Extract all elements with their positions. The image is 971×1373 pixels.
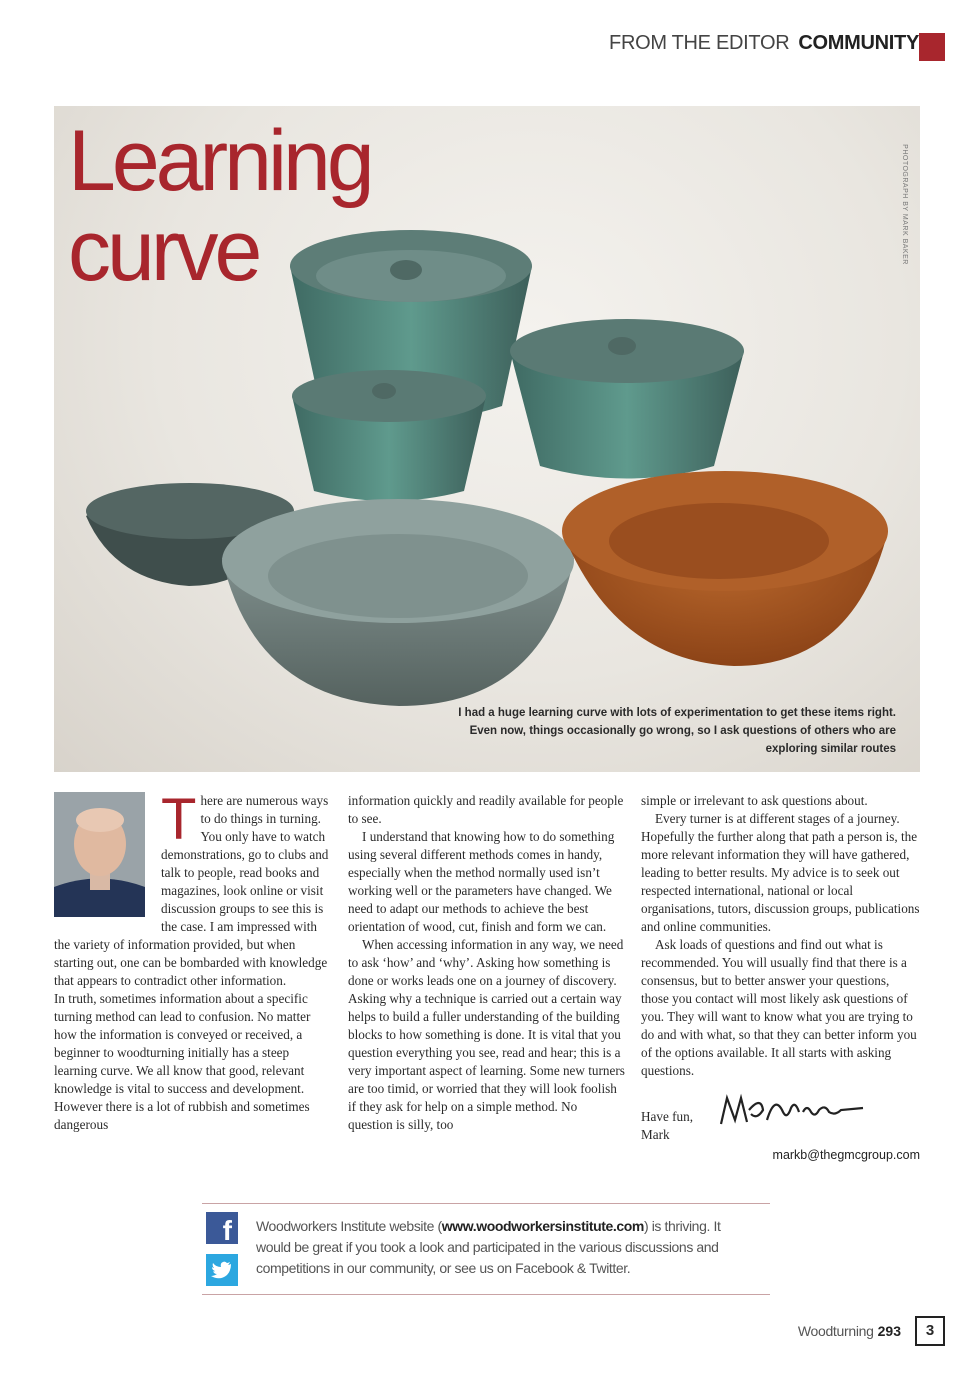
- author-email[interactable]: markb@thegmcgroup.com: [772, 1148, 920, 1162]
- signature-graphic: [717, 1090, 867, 1140]
- col2-paragraph-3: When accessing information in any way, we need to ask ‘how’ and ‘why’. Asking how something is done or works leads one on a journey of discovery. Asking why a technique is carried out a certain way helps to build a fuller understanding of the building blocks to how something is done. It is vital that you question everything you see, read and hear; this is a very important aspect of learning. Some new turners are too timid, or worried that they will look foolish if they ask for help on a simple method. No question is silly, too: [348, 937, 625, 1132]
- social-box: [202, 1203, 770, 1295]
- hero-photo: [54, 106, 920, 772]
- column-2: [348, 792, 625, 1134]
- photo-credit: PHOTOGRAPH BY MARK BAKER: [901, 144, 909, 265]
- column-3: [641, 792, 920, 1168]
- page-footer: [798, 1316, 945, 1346]
- title-line-2: curve: [68, 203, 259, 299]
- article-title: [68, 113, 371, 299]
- title-line-1: Learning: [68, 113, 371, 209]
- signoff-greeting: Have fun,: [641, 1109, 693, 1124]
- signoff: [641, 1098, 920, 1168]
- drop-cap: T: [161, 787, 197, 852]
- column-1: [54, 787, 331, 1134]
- header-section: FROM THE EDITOR: [609, 32, 790, 54]
- header-accent-square: [919, 33, 945, 61]
- page-header: [609, 32, 919, 55]
- social-text: [256, 1216, 756, 1279]
- social-line-1b: ) is thriving.: [643, 1218, 710, 1234]
- website-link[interactable]: www.woodworkersinstitute.com: [441, 1218, 644, 1234]
- footer-issue: 293: [877, 1323, 901, 1339]
- col2-paragraph-2: I understand that knowing how to do something using several different methods comes in handy, especially when the method normally used isn’t working well or the parameters have changed. We need to adapt our methods to achieve the best orientation of wood, cut, finish and form we can.: [348, 829, 615, 934]
- facebook-icon[interactable]: f: [206, 1212, 238, 1244]
- social-line-1a: Woodworkers Institute website (: [256, 1218, 442, 1234]
- page-number: 3: [915, 1316, 945, 1346]
- col3-paragraph-3: Ask loads of questions and find out what is recommended. You will usually find that there is a consensus, but to better answer your questions, those you contact will most likely ask questions of you. They will want to know what you are trying to do and with what, so that they can better inform you of the options available. It all starts with asking questions.: [641, 937, 917, 1078]
- col1-paragraph-2: In truth, sometimes information about a specific turning method can lead to confusion. No matter how the information is conveyed or received, a beginner to woodturning initially has a steep learning curve. We all know that good, relevant knowledge is vital to success and development. However there is a lot of rubbish and sometimes dangerous: [54, 991, 311, 1132]
- signoff-name: Mark: [641, 1127, 670, 1142]
- col2-paragraph-1: information quickly and readily available for people to see.: [348, 793, 624, 826]
- header-category: COMMUNITY: [798, 32, 919, 54]
- footer-magazine: Woodturning: [797, 1323, 874, 1339]
- col1-paragraph-1: here are numerous ways to do things in turning. You only have to watch demonstrations, go to clubs and talk to people, read books and magazines, look online or visit discussion groups to see this is the case. I am impressed with the variety of information provided, but when starting out, one can be bombarded with knowledge that appears to contradict other information.: [54, 793, 329, 988]
- author-portrait: [54, 792, 145, 917]
- social-line-2: It would be great if you took a look and participated in the various discussions and competitions in our community, or see us on Facebook & Twitter.: [256, 1218, 721, 1276]
- photo-caption: I had a huge learning curve with lots of experimentation to get these items right. Even now, things occasionally go wrong, so I ask questions of others who are exploring similar routes: [458, 707, 896, 755]
- col3-paragraph-1: simple or irrelevant to ask questions about.: [641, 793, 868, 808]
- col3-paragraph-2: Every turner is at different stages of a journey. Hopefully the further along that path a person is, the more relevant information they will have gathered, leading to better results. My advice is to seek out respected international, national or local organisations, tutors, discussion groups, publications and online communities.: [641, 811, 920, 934]
- twitter-icon[interactable]: [206, 1254, 238, 1286]
